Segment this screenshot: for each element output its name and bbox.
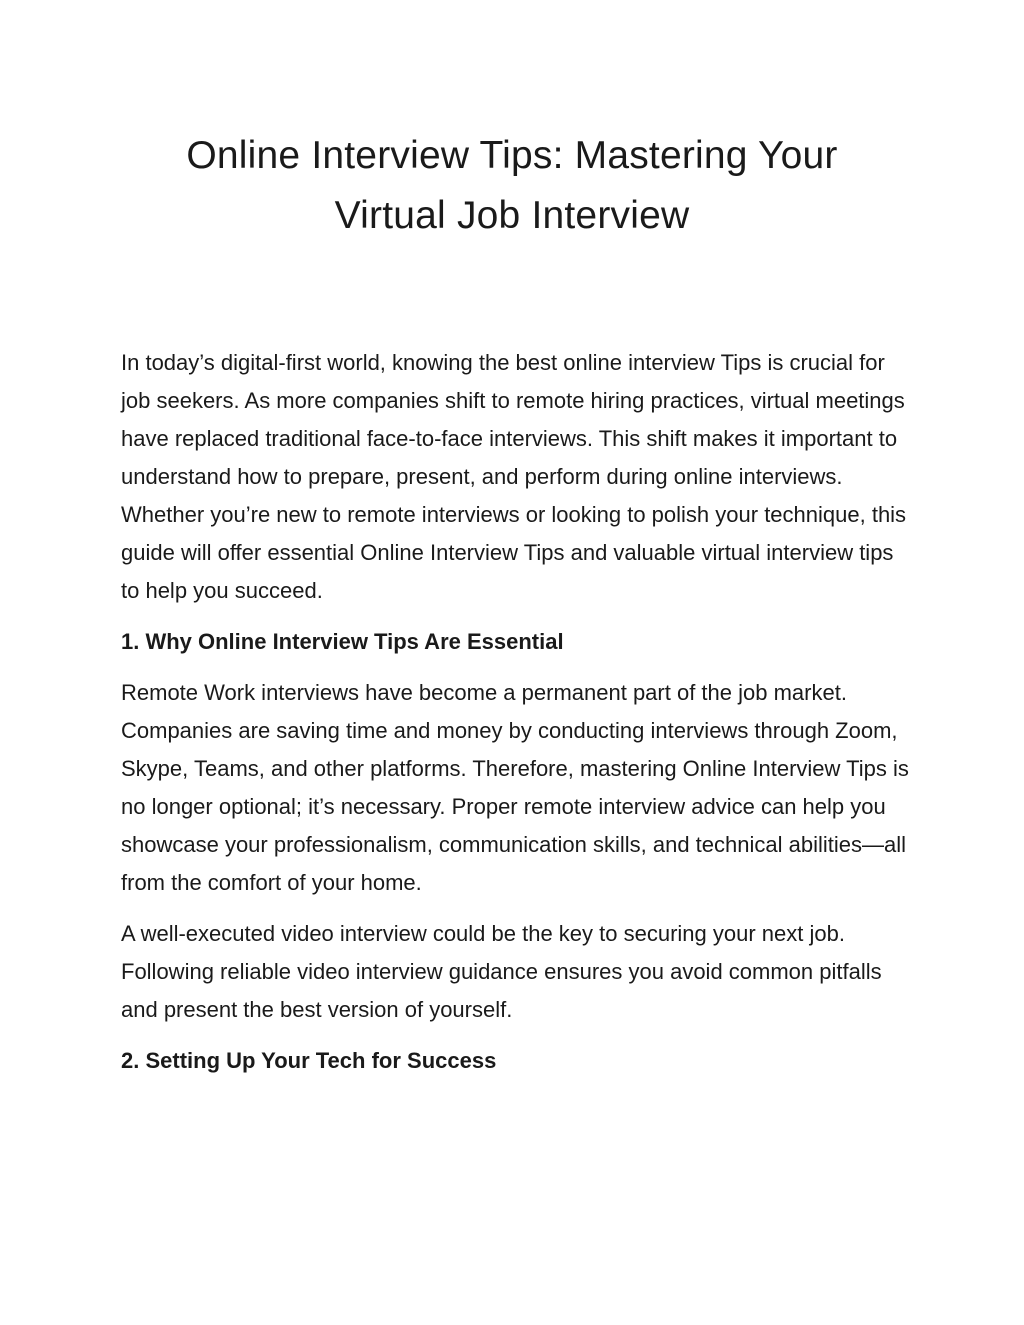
title-line-2: Virtual Job Interview bbox=[334, 194, 690, 237]
intro-paragraph: In today’s digital-first world, knowing the best online interview Tips is crucial for job seekers. As more companies shift to remote hiring practices, virtual meetings have replaced traditional face-to-face interviews. This shift makes it important to understand how to prepare, present, and perform during online interviews. Whether you’re new to remote interviews or looking to polish your technique, this guide will offer essential Online Interview Tips and valuable virtual interview tips to help you succeed. bbox=[121, 350, 907, 603]
title-line-1: Online Interview Tips: Mastering Your bbox=[186, 134, 838, 177]
document-body bbox=[121, 344, 911, 1093]
section-1-heading: 1. Why Online Interview Tips Are Essential bbox=[121, 629, 564, 654]
document-title bbox=[100, 126, 924, 246]
section-1-paragraph-2: A well-executed video interview could be the key to securing your next job. Following reliable video interview guidance ensures you avoid common pitfalls and present the best version of yourself. bbox=[121, 921, 882, 1022]
section-2-heading: 2. Setting Up Your Tech for Success bbox=[121, 1048, 497, 1073]
section-1-paragraph-1: Remote Work interviews have become a permanent part of the job market. Companies are saving time and money by conducting interviews through Zoom, Skype, Teams, and other platforms. Therefore, mastering Online Interview Tips is no longer optional; it’s necessary. Proper remote interview advice can help you showcase your professionalism, communication skills, and technical abilities—all from the comfort of your home. bbox=[121, 680, 909, 895]
